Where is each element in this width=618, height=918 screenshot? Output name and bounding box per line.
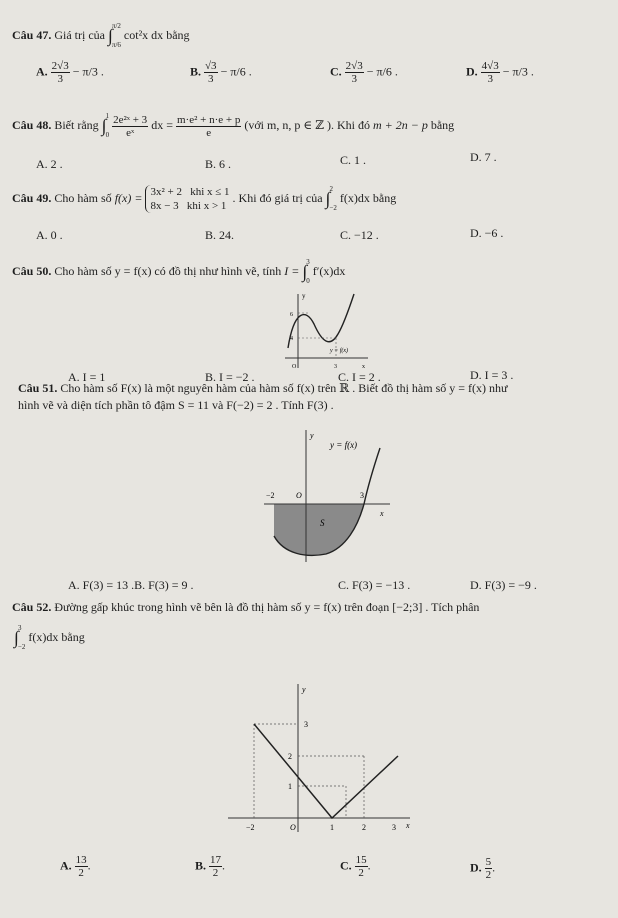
q49-option-d[interactable]: D. −6 .	[470, 226, 504, 240]
q51-option-d[interactable]: D. F(3) = −9 .	[470, 578, 537, 592]
svg-text:−2: −2	[246, 823, 255, 832]
svg-text:4: 4	[290, 336, 293, 342]
q47-option-d[interactable]: D. $\frac{4√3}{3}$ − π/3 .	[466, 60, 534, 85]
integrand: cot²x dx	[123, 27, 164, 42]
question-51-line2: hình vẽ và diện tích phần tô đậm S = 11 và F(−2) = 2 . Tính F(3) .	[18, 398, 334, 412]
q52-graph	[224, 680, 414, 840]
q50-option-c[interactable]: C. I = 2 .	[338, 370, 381, 384]
svg-text:y: y	[310, 431, 314, 440]
svg-text:1: 1	[330, 823, 334, 832]
svg-text:3: 3	[360, 491, 364, 500]
q50-option-b[interactable]: B. I = −2 .	[205, 370, 255, 384]
svg-text:3: 3	[334, 364, 337, 370]
q51-graph	[262, 426, 392, 566]
q48-option-b[interactable]: B. 6 .	[205, 157, 232, 171]
q51-option-c[interactable]: C. F(3) = −13 .	[338, 578, 411, 592]
svg-text:x: x	[406, 821, 410, 830]
q47-option-a[interactable]: A. $\frac{2√3}{3}$ − π/3 .	[36, 60, 104, 85]
polyline-f	[254, 724, 398, 818]
svg-text:2: 2	[362, 823, 366, 832]
svg-text:y: y	[302, 292, 306, 300]
svg-text:6: 6	[290, 312, 293, 318]
q52-option-b[interactable]: B. $\frac{17}{2}$ .	[195, 854, 226, 879]
shaded-area-s	[274, 504, 364, 555]
q48-option-c[interactable]: C. 1 .	[340, 153, 367, 167]
svg-text:2: 2	[288, 752, 292, 761]
q52-option-a[interactable]: A. $\frac{13}{2}$ .	[60, 854, 91, 879]
q48-option-a[interactable]: A. 2 .	[36, 157, 63, 171]
q51-option-ab[interactable]: A. F(3) = 13 .B. F(3) = 9 .	[68, 578, 194, 592]
svg-text:y: y	[302, 685, 306, 694]
question-49: Câu 49. Cho hàm số f(x) = 3x² + 2 khi x ≤ 1 8x − 3 khi x > 1 . Khi đó giá trị của ∫ 2 −2 f(x)dx bằng	[12, 185, 397, 212]
question-label: Câu 47.	[12, 27, 52, 42]
q50-option-d[interactable]: D. I = 3 .	[470, 368, 514, 382]
question-52: Câu 52. Đường gấp khúc trong hình vẽ bên là đồ thị hàm số y = f(x) trên đoạn [−2;3] . Tích phân	[12, 600, 480, 614]
svg-text:x: x	[362, 364, 365, 370]
q52-option-d[interactable]: D. $\frac{5}{2}$ .	[470, 856, 496, 881]
svg-text:O: O	[296, 491, 302, 500]
svg-text:−2: −2	[266, 491, 275, 500]
svg-text:1: 1	[288, 782, 292, 791]
svg-text:3: 3	[392, 823, 396, 832]
q50-graph	[280, 290, 370, 370]
question-tail: bằng	[166, 27, 190, 42]
svg-text:O: O	[290, 823, 296, 832]
question-text: Giá trị của	[54, 27, 105, 42]
q49-option-a[interactable]: A. 0 .	[36, 228, 63, 242]
q47-option-b[interactable]: B. $\frac{√3}{3}$ − π/6 .	[190, 60, 252, 85]
integral-limits: π/2 π/6	[111, 22, 121, 49]
svg-text:O: O	[292, 364, 297, 370]
q48-option-d[interactable]: D. 7 .	[470, 150, 497, 164]
q49-option-b[interactable]: B. 24.	[205, 228, 235, 242]
svg-text:S: S	[320, 518, 325, 528]
question-48: Câu 48. Biết rằng ∫ 1 0 $\frac{\text{2e²ˣ + 3}}{\text{eˣ}}$ dx = $\frac{\text{m·e² + n·e + p}}{e}$ (với m, n, p ∈ ℤ ). Khi đó m + 2n − p bằng	[12, 112, 455, 139]
svg-text:y = f(x): y = f(x)	[330, 348, 349, 354]
q52-option-c[interactable]: C. $\frac{15}{2}$ .	[340, 854, 371, 879]
q47-option-c[interactable]: C. $\frac{2√3}{3}$ − π/6 .	[330, 60, 398, 85]
question-50: Câu 50. Cho hàm số y = f(x) có đồ thị như hình vẽ, tính I = ∫ 3 0 f′(x)dx	[12, 258, 346, 285]
question-51: Câu 51. Cho hàm số F(x) là một nguyên hàm của hàm số f(x) trên ℝ . Biết đồ thị hàm số y = f(x) như	[18, 381, 508, 395]
q50-option-a[interactable]: A. I = 1	[68, 370, 106, 384]
svg-text:3: 3	[304, 720, 308, 729]
question-52-integral: ∫ 3 −2 f(x)dx bằng	[14, 624, 85, 651]
integral-sign: ∫	[108, 25, 113, 46]
q49-option-c[interactable]: C. −12 .	[340, 228, 379, 242]
piecewise-definition: 3x² + 2 khi x ≤ 1 8x − 3 khi x > 1	[145, 185, 229, 213]
question-47	[12, 22, 190, 50]
svg-text:y = f(x): y = f(x)	[330, 440, 358, 450]
svg-text:x: x	[380, 509, 384, 518]
